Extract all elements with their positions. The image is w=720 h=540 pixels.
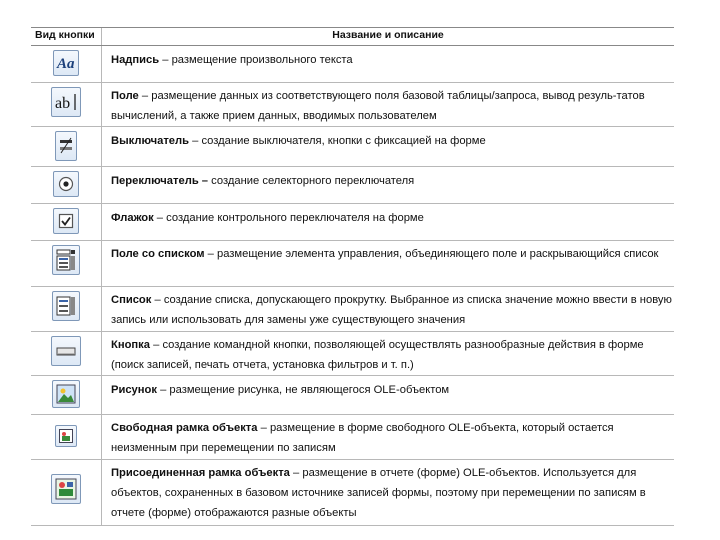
- bound-object-frame-icon: [51, 474, 81, 504]
- row-text: – размещение рисунка, не являющегося OLE-объектом: [156, 384, 450, 396]
- table-row: [31, 286, 674, 331]
- table-row: [31, 240, 674, 286]
- checkbox-icon: [53, 208, 79, 234]
- label-aa-icon: [53, 50, 79, 76]
- row-text: – создание командной кнопки, позволяющей осуществлять разнообразные действия в форме (поиск записей, печать отчета, установка фильтров и т. п.): [111, 339, 644, 371]
- row-name: Свободная рамка объекта: [111, 422, 258, 434]
- controls-table: [31, 27, 674, 526]
- row-name: Присоединенная рамка объекта: [111, 467, 290, 479]
- row-name: Список: [111, 294, 152, 306]
- table-row: [31, 126, 674, 166]
- table-row: [31, 203, 674, 240]
- svg-text:ab: ab: [55, 95, 71, 112]
- row-name: Надпись: [111, 54, 160, 66]
- row-text: – размещение в форме свободного OLE-объекта, который остается неизменным при перемещении по записям: [111, 422, 614, 454]
- row-name: Поле со списком: [111, 248, 205, 260]
- row-text: – создание выключателя, кнопки с фиксацией на форме: [189, 135, 486, 147]
- command-button-icon: [51, 336, 81, 366]
- row-name: Переключатель –: [111, 175, 212, 187]
- toggle-button-icon: [55, 131, 77, 161]
- unbound-object-frame-icon: [55, 425, 77, 447]
- row-text: – размещение произвольного текста: [159, 54, 353, 66]
- table-row: [31, 166, 674, 203]
- image-icon: [52, 380, 80, 408]
- row-name: Выключатель: [111, 135, 190, 147]
- row-text: – создание списка, допускающего прокрутку. Выбранное из списка значение можно ввести в новую запись или использовать для замены уже существующего значения: [111, 294, 672, 326]
- header-icon-column: Вид кнопки: [31, 28, 102, 45]
- table-row: [31, 459, 674, 526]
- row-text: – размещение элемента управления, объединяющего поле и раскрывающийся список: [204, 248, 659, 260]
- list-box-icon: [52, 291, 80, 321]
- row-text: создание селекторного переключателя: [211, 175, 415, 187]
- row-text: – создание контрольного переключателя на форме: [153, 212, 424, 224]
- row-name: Рисунок: [111, 384, 157, 396]
- svg-text:Aa: Aa: [57, 56, 75, 72]
- combo-box-icon: [52, 245, 80, 275]
- table-row: [31, 331, 674, 375]
- header-description-column: Название и описание: [332, 29, 444, 41]
- table-header: [31, 27, 674, 46]
- table-row: [31, 375, 674, 414]
- row-text: – размещение в отчете (форме) OLE-объектов. Используется для объектов, сохраненных в базовом источнике записей формы, поэтому при перемещении по записям в отчете (форме) отображаются разные объекты: [111, 467, 646, 519]
- row-name: Флажок: [111, 212, 154, 224]
- textbox-ab-icon: [51, 87, 81, 117]
- row-text: – размещение данных из соответствующего поля базовой таблицы/запроса, вывод резуль-татов вычислений, а также прием данных, вводимых пользователем: [111, 90, 645, 122]
- table-row: [31, 82, 674, 126]
- table-row: [31, 414, 674, 459]
- row-name: Поле: [111, 90, 139, 102]
- row-name: Кнопка: [111, 339, 150, 351]
- table-row: [31, 46, 674, 82]
- option-button-icon: [53, 171, 79, 197]
